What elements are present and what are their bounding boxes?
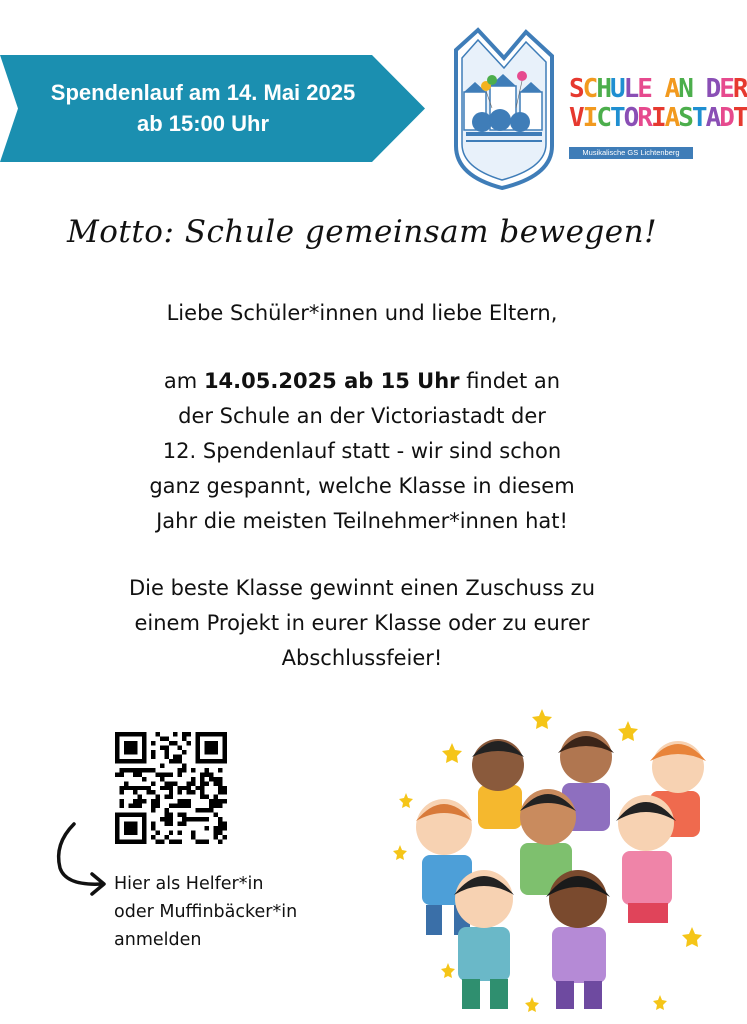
child-figure [472, 739, 524, 829]
logo-letter: U [609, 74, 624, 104]
para2-line2: einem Projekt in eurer Klasse oder zu eurer [134, 611, 590, 635]
logo-letter: R [732, 74, 747, 104]
logo-letter: D [705, 74, 720, 104]
para1-line5: Jahr die meisten Teilnehmer*innen hat! [156, 509, 568, 533]
greeting: Liebe Schüler*innen und liebe Eltern, [166, 301, 558, 325]
para1-line1-rest: findet an [459, 369, 561, 393]
logo-letter [651, 74, 665, 104]
logo-letter: T [691, 103, 706, 133]
date-banner [0, 55, 425, 162]
banner-line-1: Spendenlauf am 14. Mai 2025 [50, 80, 356, 105]
logo-letter: O [623, 103, 638, 133]
motto: Motto: Schule gemeinsam bewegen! [66, 214, 658, 250]
para1-prefix: am [163, 369, 204, 393]
logo-letter [692, 74, 706, 104]
logo-letter: E [719, 74, 733, 104]
logo-title-line-2 [569, 104, 747, 133]
helper-line-1: Hier als Helfer*in [114, 874, 264, 894]
logo-letter: E [637, 74, 651, 104]
logo-letter: T [732, 103, 747, 133]
logo-letter: L [623, 74, 638, 104]
logo-letter: H [596, 74, 610, 104]
logo-subtitle: Musikalische GS Lichtenberg [569, 147, 693, 159]
logo-letter: R [637, 103, 651, 133]
logo-letter: C [596, 103, 610, 133]
crest-icon [456, 30, 552, 188]
logo-letter: I [650, 103, 665, 133]
curved-arrow-icon [52, 820, 116, 898]
logo-letter: A [664, 103, 679, 133]
logo-letter: T [609, 103, 624, 133]
para1-line2: der Schule an der Victoriastadt der [178, 404, 546, 428]
para1-line3: 12. Spendenlauf statt - wir sind schon [162, 439, 562, 463]
banner-text [18, 77, 388, 139]
banner-line-2: ab 15:00 Uhr [136, 111, 270, 136]
logo-letter: S [569, 74, 583, 104]
logo-letter: D [719, 103, 733, 133]
child-figure [616, 795, 676, 923]
helper-line-3: anmelden [114, 930, 202, 950]
para2-line3: Abschlussfeier! [281, 646, 443, 670]
para2-line1: Die beste Klasse gewinnt einen Zuschuss zu [128, 576, 596, 600]
event-paragraph [82, 364, 642, 539]
para1-line4: ganz gespannt, welche Klasse in diesem [149, 474, 575, 498]
children-running-illustration [392, 705, 724, 1024]
logo-letter: A [664, 74, 679, 104]
child-figure [454, 870, 514, 1009]
logo-letter: N [678, 74, 692, 104]
logo-letter: V [569, 103, 583, 133]
logo-letter: S [678, 103, 692, 133]
logo-letter: I [582, 103, 597, 133]
logo-letter: C [582, 74, 597, 104]
child-figure [546, 870, 610, 1009]
event-date-time: 14.05.2025 ab 15 Uhr [203, 369, 460, 393]
logo-letter: A [705, 103, 720, 133]
helper-signup-text [114, 870, 297, 954]
logo-title-line-1 [569, 75, 747, 104]
logo-title [569, 75, 747, 133]
qr-code[interactable] [115, 732, 227, 844]
helper-line-2: oder Muffinbäcker*in [114, 902, 298, 922]
prize-paragraph [82, 571, 642, 676]
